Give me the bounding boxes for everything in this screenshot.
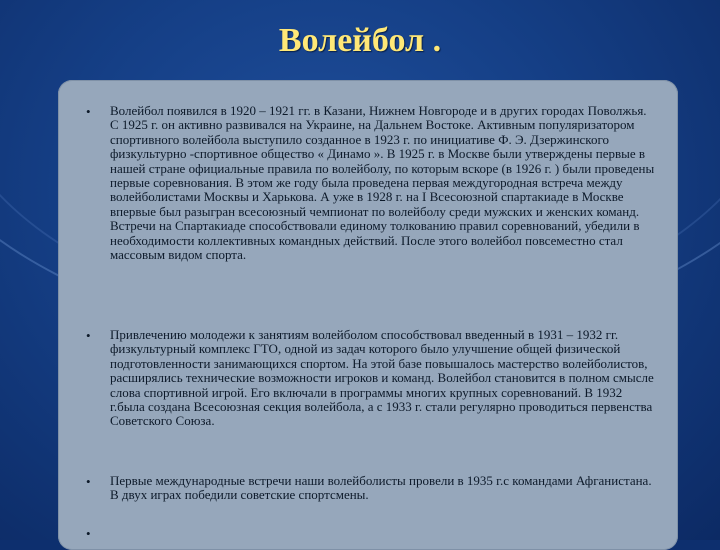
paragraph-1: Волейбол появился в 1920 – 1921 гг. в Казани, Нижнем Новгороде и в других городах Поволжья. С 1925 г. он активно развивался на Украине, на Дальнем Востоке. Активным популяризатором спортивного волейбола выступило созданное в 1923 г. по инициативе Ф. Э. Дзержинского физкультурно -спортивное общество « Динамо ». В 1925 г. в Москве были утверждены первые в нашей стране официальные правила по волейболу, по которым вскоре (в 1926 г. ) были проведены первые соревнования. В этом же году была проведена первая междугородная встреча между волейболистами Москвы и Харькова. А уже в 1928 г. на I Всесоюзной спартакиаде в Москве впервые был разыгран всесоюзный чемпионат по волейболу среди мужских и женских команд. Встречи на Спартакиаде способствовали единому толкованию правил соревнований, убедили в необходимости коллективных командных действий. После этого волейбол повсеместно стал массовым видом спорта. <box>110 103 655 263</box>
bullet-1: • <box>86 104 91 119</box>
slide-title: Волейбол . <box>278 22 442 59</box>
paragraph-3: Первые международные встречи наши волейболисты провели в 1935 г.с командами Афганистана. В двух играх победили советские спортсмены. <box>110 473 652 503</box>
bullet-4: • <box>86 526 91 541</box>
bullet-2: • <box>86 328 91 343</box>
bullet-3: • <box>86 474 91 489</box>
paragraph-2: Привлечению молодежи к занятиям волейболом способствовал введенный в 1931 – 1932 гг. физкультурный комплекс ГТО, одной из задач которого было улучшение общей физической подготовленности занимающихся спортом. На этой базе повышалось мастерство волейболистов, расширялись технические возможности игроков и команд. Волейбол становится в полном смысле слова спортивной игрой. Его включали в программы многих крупных соревнований. В 1932 г.была создана Всесоюзная секция волейбола, а с 1933 г. стали регулярно проводиться первенства Советского Союза. <box>110 327 654 429</box>
